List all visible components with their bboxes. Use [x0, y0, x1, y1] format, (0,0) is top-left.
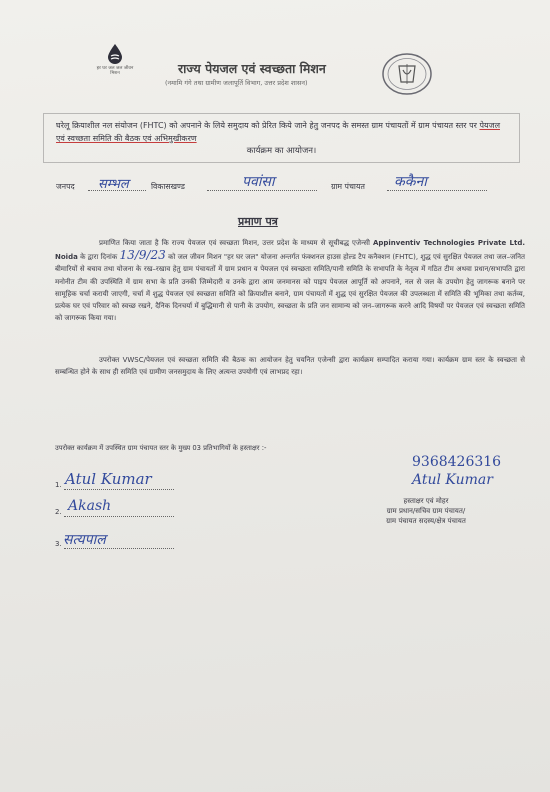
certificate-heading: प्रमाण पत्र: [238, 215, 278, 228]
signatory-phone: 9368426316: [412, 454, 502, 470]
participant-1-line: [64, 489, 174, 490]
panchayat-value: ककैना: [394, 174, 427, 190]
participant-2-number: 2.: [55, 508, 62, 516]
program-date: 13/9/23: [119, 248, 166, 263]
signatory-signature: Atul Kumar: [412, 472, 493, 488]
certificate-body-paragraph: प्रमाणित किया जाता है कि राज्य पेयजल एवं स्वच्छता मिशन, उत्तर प्रदेश के माध्यम से सूचीबद्ध एजेन्सी Appinventiv Technologies Private Ltd. Noida के द्वारा दिनांक 13/9/23 को जल जीवन मिशन "हर घर जल" योजना अन्तर्गत फंक्शनल हाउस होल्ड टैप कनैक्शन (FHTC), शुद्ध एवं सुरक्षित पेयजल तथा जल–जनित बीमारियों से बचाव तथा योजना के रख–रखाव हेतु ग्राम पंचायतों में ग्राम प्रधान व पेयजल एवं स्वच्छता समिति/पानी समिति के सभापति के नेतृत्व में गठित टीम अथवा प्रधान/सभापति द्वारा मनोनीत टीम की उपस्थिति में ग्राम सभा के प्रति उनकी जिम्मेदारी व उनके द्वारा आम जनमानस को पाइप पेयजल आपूर्ति को अपनाने, नल से जल के उपयोग हेतु जागरूक बनाने पर सामूहिक चर्चा करायी जाएगी, चर्चा में शुद्ध पेयजल एवं स्वच्छता समिति को क्रियाशील बनाने, ग्राम पंचायतों में शुद्ध एवं सुरक्षित पेयजल की उपलब्धता में समिति की भूमिका तथा कर्तव्य, प्रत्येक घर एवं परिवार को स्वच्छ रखने, दैनिक दिनचर्या में बुद्धिमानी से पानी के उपयोग, स्वच्छता के प्रति जन सामान्य को जन–जागरूक करने आदि विषयों पर पेयजल एवं स्वच्छता समिति को जागरूक किया गया।: [55, 239, 525, 323]
jal-jeevan-mission-logo: [98, 44, 132, 82]
org-subtitle: (नमामि गंगे तथा ग्रामीण जलापूर्ति विभाग, उत्तर प्रदेश शासन): [165, 79, 308, 87]
participant-3-number: 3.: [55, 540, 62, 548]
agency-name: Appinventiv Technologies Private Ltd. Noida: [55, 239, 525, 262]
district-value: सम्भल: [98, 177, 129, 192]
signatory-designation: हस्ताक्षर एवं मोहर ग्राम प्रधान/सचिव ग्राम पंचायत/ ग्राम पंचायत सदस्य/क्षेत्र पंचायत: [386, 497, 466, 525]
participant-3-signature: सत्यपाल: [63, 532, 106, 548]
panchayat-label: ग्राम पंचायत: [331, 182, 365, 191]
participant-2-signature: Akash: [68, 498, 112, 514]
highlighted-program-name: पेयजल एवं स्वच्छता समिति की बैठक एवं अभिमुखीकरण: [56, 121, 500, 143]
program-intro-box: [43, 113, 520, 163]
program-intro-ending: कार्यक्रम का आयोजन।: [246, 146, 317, 156]
participant-1-number: 1.: [55, 481, 62, 489]
water-drop-icon: [107, 44, 123, 64]
org-title: राज्य पेयजल एवं स्वच्छता मिशन: [178, 61, 326, 76]
up-government-emblem-icon: [381, 52, 433, 96]
block-value: पवांसा: [242, 174, 275, 190]
logo-caption: हर घर जल जल जीवन मिशन: [96, 66, 134, 76]
certificate-conclusion-paragraph: उपरोक्त VWSC/पेयजल एवं स्वच्छता समिति की बैठक का आयोजन हेतु चयनित एजेन्सी द्वारा कार्यक्रम सम्पादित कराया गया। कार्यक्रम ग्राम स्तर के स्वच्छता से सम्बन्धित होने के साथ ही समिति एवं ग्रामीण जनसमुदाय के लिए अत्यन्त उपयोगी एवं लाभप्रद रहा।: [55, 356, 525, 377]
participant-1-signature: Atul Kumar: [65, 470, 152, 488]
district-label: जनपद: [56, 182, 75, 191]
participants-intro: उपरोक्त कार्यक्रम में उपस्थित ग्राम पंचायत स्तर के मुख्य 03 प्रतिभागियों के हस्ताक्षर :-: [55, 444, 267, 452]
program-intro-text: घरेलू क्रियाशील नल संयोजन (FHTC) को अपनाने के लिये समुदाय को प्रेरित किये जाने हेतु जनपद के समस्त ग्राम पंचायतों में ग्राम पंचायत स्तर पर पेयजल एवं स्वच्छता समिति की बैठक एवं अभिमुखीकरण: [56, 121, 500, 143]
participant-2-line: [64, 516, 174, 517]
block-label: विकासखण्ड: [151, 182, 185, 191]
